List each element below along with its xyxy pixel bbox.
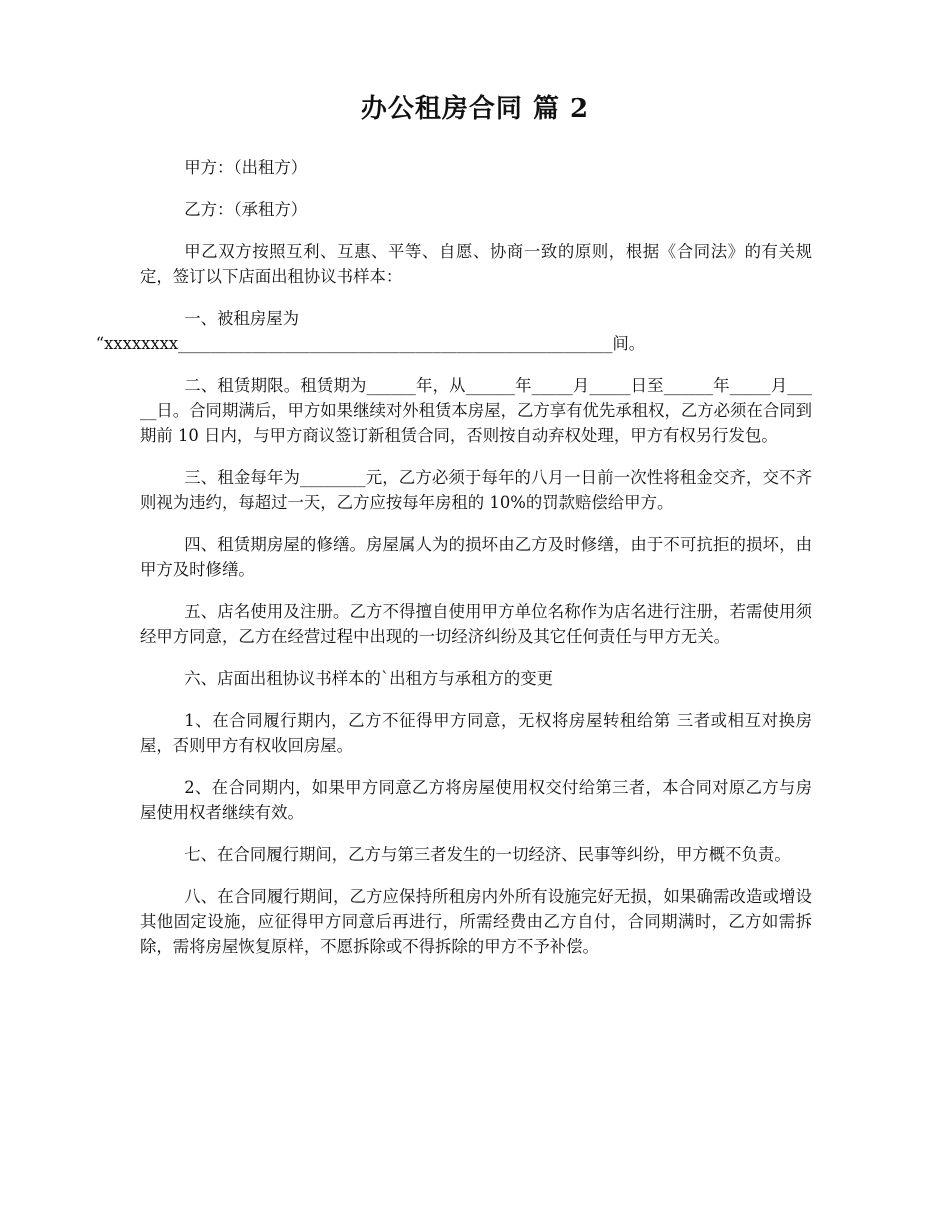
- clause-3: 三、租金每年为________元，乙方必须于每年的八月一日前一次性将租金交齐，交不齐则视为违约，每超过一天，乙方应按每年房租的 10%的罚款赔偿给甲方。: [140, 468, 812, 512]
- clause-5: 五、店名使用及注册。乙方不得擅自使用甲方单位名称作为店名进行注册，若需使用须经甲方同意，乙方在经营过程中出现的一切经济纠纷及其它任何责任与甲方无关。: [140, 602, 812, 646]
- document-title: 办公租房合同 篇 2: [360, 94, 590, 124]
- paragraph-party-a: 甲方：（出租方）: [184, 158, 308, 177]
- clause-1-heading: 一、被租房屋为: [184, 309, 299, 328]
- clause-6: 六、店面出租协议书样本的`出租方与承租方的变更: [184, 669, 554, 688]
- clause-6-item-1: 1、在合同履行期内，乙方不征得甲方同意，无权将房屋转租给第 三者或相互对换房屋，否则甲方有权收回房屋。: [140, 711, 812, 755]
- clause-6-item-2: 2、在合同期内，如果甲方同意乙方将房屋使用权交付给第三者，本合同对原乙方与房屋使用权者继续有效。: [140, 778, 812, 822]
- paragraph-party-b: 乙方：（承租方）: [184, 200, 308, 219]
- clause-8: 八、在合同履行期间，乙方应保持所租房内外所有设施完好无损，如果确需改造或增设其他固定设施，应征得甲方同意后再进行，所需经费由乙方自付，合同期满时，乙方如需拆除，需将房屋恢复原样，不愿拆除或不得拆除的甲方不予补偿。: [140, 887, 812, 956]
- paragraph-preamble: 甲乙双方按照互利、互惠、平等、自愿、协商一致的原则，根据《合同法》的有关规定，签订以下店面出租协议书样本：: [140, 242, 812, 286]
- document-body: [95, 155, 813, 976]
- clause-7: 七、在合同履行期间，乙方与第三者发生的一切经济、民事等纠纷，甲方概不负责。: [184, 845, 791, 864]
- clause-2: 二、租赁期限。租赁期为______年，从______年_____月_____日至______年_____月_____日。合同期满后，甲方如果继续对外租赁本房屋，乙方享有优先承租权，乙方必须在合同到期前 10 日内，与甲方商议签订新租赁合同，否则按自动弃权处理，甲方有权另行发包。: [140, 376, 813, 445]
- clause-4: 四、租赁期房屋的修缮。房屋属人为的损坏由乙方及时修缮，由于不可抗拒的损坏，由甲方及时修缮。: [140, 535, 812, 579]
- clause-1-premises-line: “xxxxxxxx_____________________________________________________间。: [95, 334, 646, 353]
- clause-1: [95, 306, 812, 356]
